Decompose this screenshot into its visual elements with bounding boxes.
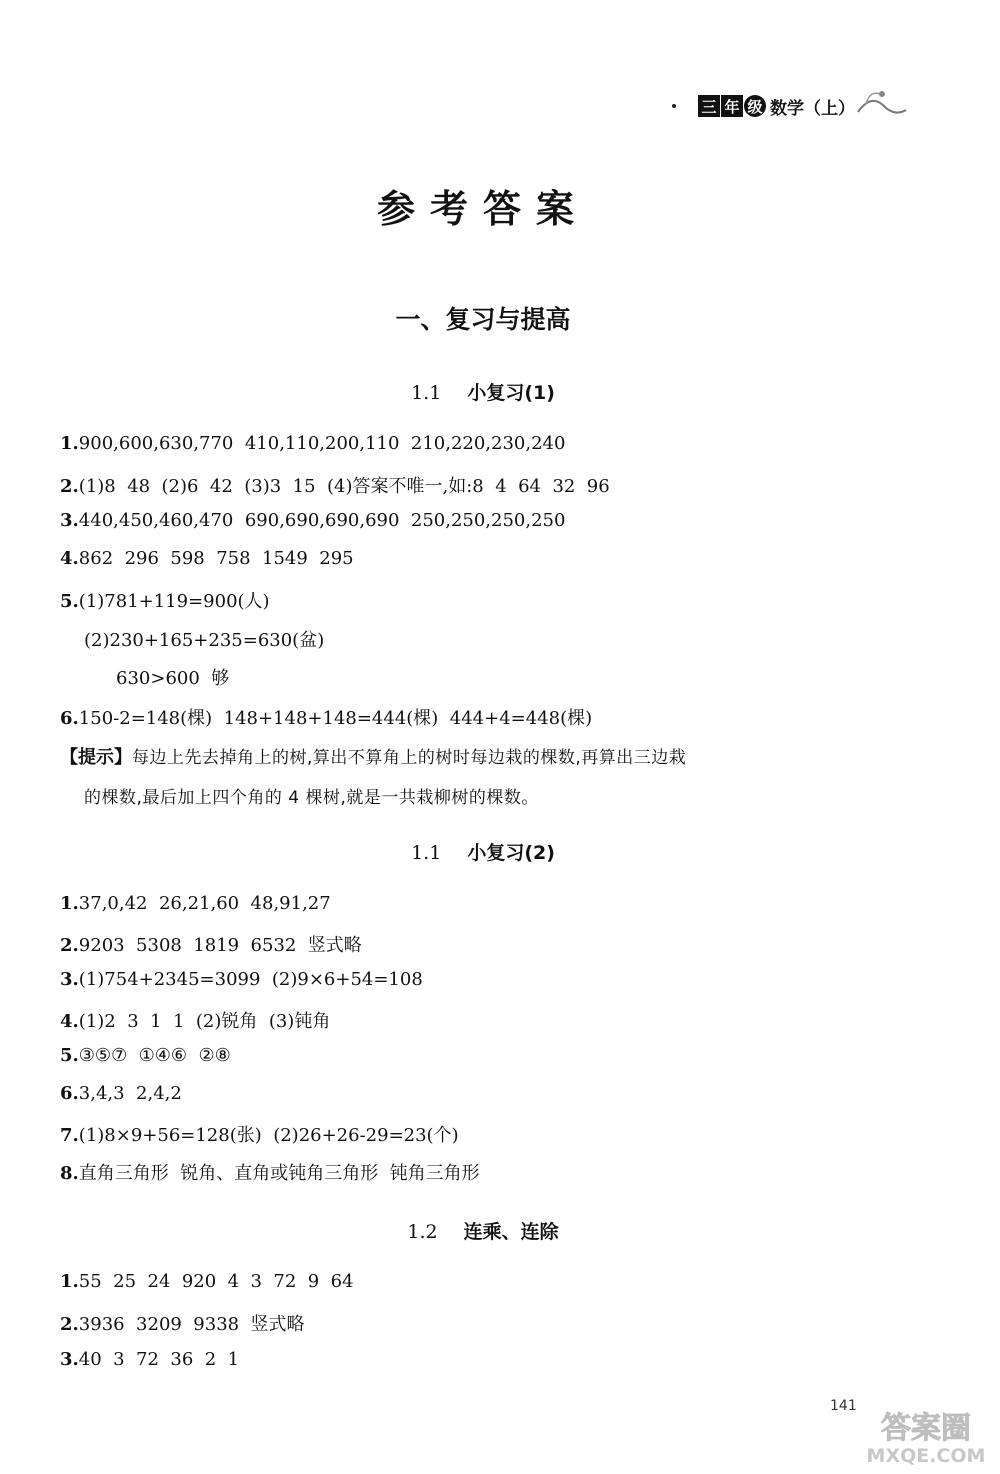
- question-number: 2.: [60, 476, 79, 497]
- question-number: 4.: [60, 548, 79, 569]
- watermark-logo: [858, 1404, 994, 1468]
- answer-line: [60, 1310, 305, 1336]
- answer-text: (2)230+165+235=630(盆): [84, 630, 325, 651]
- answer-line: [60, 1271, 354, 1292]
- question-number: 2.: [60, 1314, 79, 1335]
- section-number: 1.1: [411, 382, 442, 404]
- answer-line: [60, 433, 565, 454]
- answer-text: 150-2=148(棵) 148+148+148=444(棵) 444+4=448(棵): [78, 708, 593, 729]
- section-name: 小复习(1): [467, 382, 555, 404]
- answer-line: [84, 626, 324, 652]
- question-number: 6.: [60, 708, 79, 729]
- answer-text: 862 296 598 758 1549 295: [78, 548, 354, 569]
- question-number: 1.: [60, 433, 79, 454]
- answer-line: [60, 931, 362, 957]
- answer-line: [60, 969, 423, 990]
- hint-label: 【提示】: [60, 747, 132, 768]
- question-number: 3.: [60, 969, 79, 990]
- question-number: 1.: [60, 893, 79, 914]
- answer-line: [60, 1083, 182, 1104]
- answer-text: 37,0,42 26,21,60 48,91,27: [78, 893, 331, 914]
- answer-text: 40 3 72 36 2 1: [78, 1349, 240, 1370]
- section-number: 1.1: [411, 842, 442, 864]
- section-heading: [0, 1217, 966, 1244]
- answer-text: 630>600 够: [116, 668, 230, 689]
- answer-text: 3936 3209 9338 竖式略: [78, 1314, 305, 1335]
- answer-line: [60, 1045, 231, 1066]
- running-header: [672, 92, 855, 120]
- section-number: 1.2: [407, 1221, 438, 1243]
- watermark-top: 答案圈: [881, 1411, 971, 1446]
- answer-text: 440,450,460,470 690,690,690,690 250,250,250,250: [78, 510, 566, 531]
- answer-text: (1)754+2345=3099 (2)9×6+54=108: [78, 969, 423, 990]
- section-name: 小复习(2): [467, 842, 555, 864]
- answer-line: [116, 664, 229, 690]
- hint-line: [84, 783, 539, 808]
- page-title: 参考答案: [376, 187, 589, 231]
- question-number: 2.: [60, 935, 79, 956]
- page-number: 141: [830, 1398, 857, 1414]
- answer-text: (1)8×9+56=128(张) (2)26+26-29=23(个): [78, 1125, 459, 1146]
- question-number: 4.: [60, 1011, 79, 1032]
- question-number: 8.: [60, 1163, 79, 1184]
- question-number: 5.: [60, 1045, 79, 1066]
- answer-text: 900,600,630,770 410,110,200,110 210,220,230,240: [78, 433, 566, 454]
- question-number: 6.: [60, 1083, 79, 1104]
- answer-text: (1)781+119=900(人): [78, 591, 270, 612]
- grade-char: 级: [744, 95, 766, 117]
- header-dot: [672, 104, 676, 108]
- answer-line: [60, 1159, 480, 1185]
- answer-line: [60, 893, 331, 914]
- question-number: 3.: [60, 510, 79, 531]
- question-number: 1.: [60, 1271, 79, 1292]
- answer-text: 直角三角形 锐角、直角或钝角三角形 钝角三角形: [78, 1163, 480, 1184]
- hint-text: 每边上先去掉角上的树,算出不算角上的树时每边栽的棵数,再算出三边栽: [132, 748, 687, 768]
- answer-line: [60, 587, 270, 613]
- question-number: 7.: [60, 1125, 79, 1146]
- answer-text: 3,4,3 2,4,2: [78, 1083, 182, 1104]
- answer-text: 55 25 24 920 4 3 72 9 64: [78, 1271, 354, 1292]
- grade-badge: [698, 95, 767, 117]
- section-heading: [0, 378, 966, 405]
- answer-line: [60, 704, 592, 730]
- answer-text: 9203 5308 1819 6532 竖式略: [78, 935, 362, 956]
- answer-line: [60, 548, 354, 569]
- answer-line: [60, 1349, 239, 1370]
- answer-line: [60, 472, 610, 498]
- answer-text: (1)2 3 1 1 (2)锐角 (3)钝角: [78, 1011, 331, 1032]
- watermark-bottom: MXQE.COM: [866, 1445, 986, 1467]
- question-number: 5.: [60, 591, 79, 612]
- grade-char: 年: [721, 95, 743, 117]
- answer-line: [60, 510, 565, 531]
- answer-text: (1)8 48 (2)6 42 (3)3 15 (4)答案不唯一,如:8 4 64 32 96: [78, 476, 610, 497]
- answer-line: [60, 1007, 330, 1033]
- answer-line: [60, 1121, 459, 1147]
- answer-text: ③⑤⑦ ①④⑥ ②⑧: [78, 1045, 231, 1066]
- hint-text: 的棵数,最后加上四个角的 4 棵树,就是一共栽柳树的棵数。: [84, 788, 539, 808]
- question-number: 3.: [60, 1349, 79, 1370]
- grade-char: 三: [698, 95, 720, 117]
- decoration-icon: [852, 82, 910, 122]
- chapter-heading: 一、复习与提高: [395, 305, 571, 334]
- section-heading: [0, 838, 966, 865]
- hint-line: [60, 743, 686, 769]
- subject-label: 数学（上）: [770, 98, 855, 119]
- section-name: 连乘、连除: [463, 1221, 559, 1243]
